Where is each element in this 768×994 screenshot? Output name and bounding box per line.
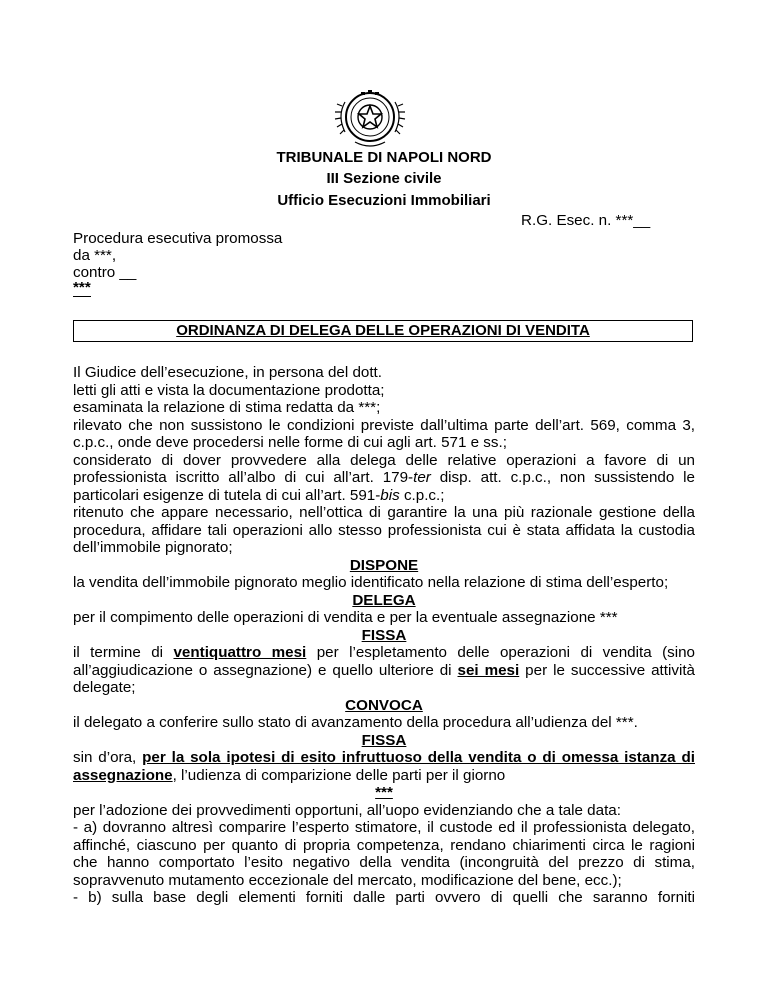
heading-dispone: DISPONE [349,556,419,574]
document-body [73,364,695,907]
body-paragraph: la vendita dell’immobile pignorato meglio identificato nella relazione di stima dell’esperto; [73,574,669,591]
body-paragraph: - b) sulla base degli elementi forniti dalle parti ovvero di quelli che saranno forniti [73,889,695,906]
heading-fissa: FISSA [361,626,407,644]
heading-fissa: FISSA [361,731,407,749]
parties-line-1: Procedura esecutiva promossa [73,230,283,247]
body-paragraph: per l’adozione dei provvedimenti opportuni, all’uopo evidenziando che a tale data: [73,801,621,819]
body-paragraph: ritenuto che appare necessario, nell’ottica di garantire la una più razionale gestione della procedura, affidare tali operazioni allo stesso professionista cui è stata affidata la custodia dell’immobile pignorato; [73,504,695,556]
text-run: disp. att. c.p.c., non sussistendo le particolari esigenze di tutela di cui all’art. 591- [73,469,695,504]
parties-line-4: *** [73,279,91,296]
body-line: Il Giudice dell’esecuzione, in persona del dott. [73,364,383,381]
body-paragraph: per il compimento delle operazioni di vendita e per la eventuale assegnazione *** [73,609,618,626]
text-run: considerato di dover provvedere alla delega delle relative operazioni a favore di un professionista iscritto all’albo di cui all’art. 179- [73,451,695,486]
heading-delega: DELEGA [352,591,416,609]
body-paragraph: rilevato che non sussistono le condizioni previste dall’ultima parte dell’art. 569, comma 3, c.p.c., onde deve procedersi nelle forme di cui agli art. 571 e ss.; [73,416,695,451]
body-paragraph: il delegato a conferire sullo stato di avanzamento della procedura all’udienza del ***. [73,714,638,731]
court-section: III Sezione civile [326,170,442,187]
body-paragraph [73,644,695,697]
date-placeholder: *** [375,784,393,801]
body-paragraph: - a) dovranno altresì comparire l’esperto stimatore, il custode ed il professionista delegato, affinché, ciascuno per quanto di propria competenza, rendano chiarimenti circa le ragioni che hanno comportato l’esito negativo della vendita (incongruità del prezzo di stima, sopravvenuto mutamento eccezionale del mercato, modificazione del bene, ecc.); [73,819,695,889]
text-run: bis [380,486,400,504]
text-run: per le successive attività delegate; [73,661,695,696]
court-name: TRIBUNALE DI NAPOLI NORD [276,149,492,166]
parties-line-2: da ***, [73,247,117,264]
body-line: esaminata la relazione di stima redatta da ***; [73,399,381,416]
text-run: c.p.c.; [399,486,445,504]
document-title: ORDINANZA DI DELEGA DELLE OPERAZIONI DI VENDITA [176,322,590,339]
text-run: ventiquattro mesi [173,644,307,661]
text-run: per l’espletamento delle operazioni di vendita (sino all’aggiudicazione o assegnazione) e quello ulteriore di [73,644,695,679]
republic-emblem-icon [331,84,409,150]
text-run: ter [413,469,431,486]
text-run: il termine di [73,644,174,661]
body-line: letti gli atti e vista la documentazione prodotta; [73,381,385,399]
rg-number: R.G. Esec. n. ***__ [521,212,651,229]
body-paragraph [73,749,695,784]
document-title-box [73,320,693,342]
court-office: Ufficio Esecuzioni Immobiliari [277,192,491,209]
parties-line-3: contro __ [73,264,137,281]
text-run: , l’udienza di comparizione delle parti per il giorno [172,766,506,784]
heading-convoca: CONVOCA [345,696,423,714]
text-run: sei mesi [457,661,520,679]
body-paragraph [73,452,695,505]
text-run: per la sola ipotesi di esito infruttuoso della vendita o di omessa istanza di assegnazione [73,749,695,784]
text-run: sin d’ora, [73,749,143,766]
